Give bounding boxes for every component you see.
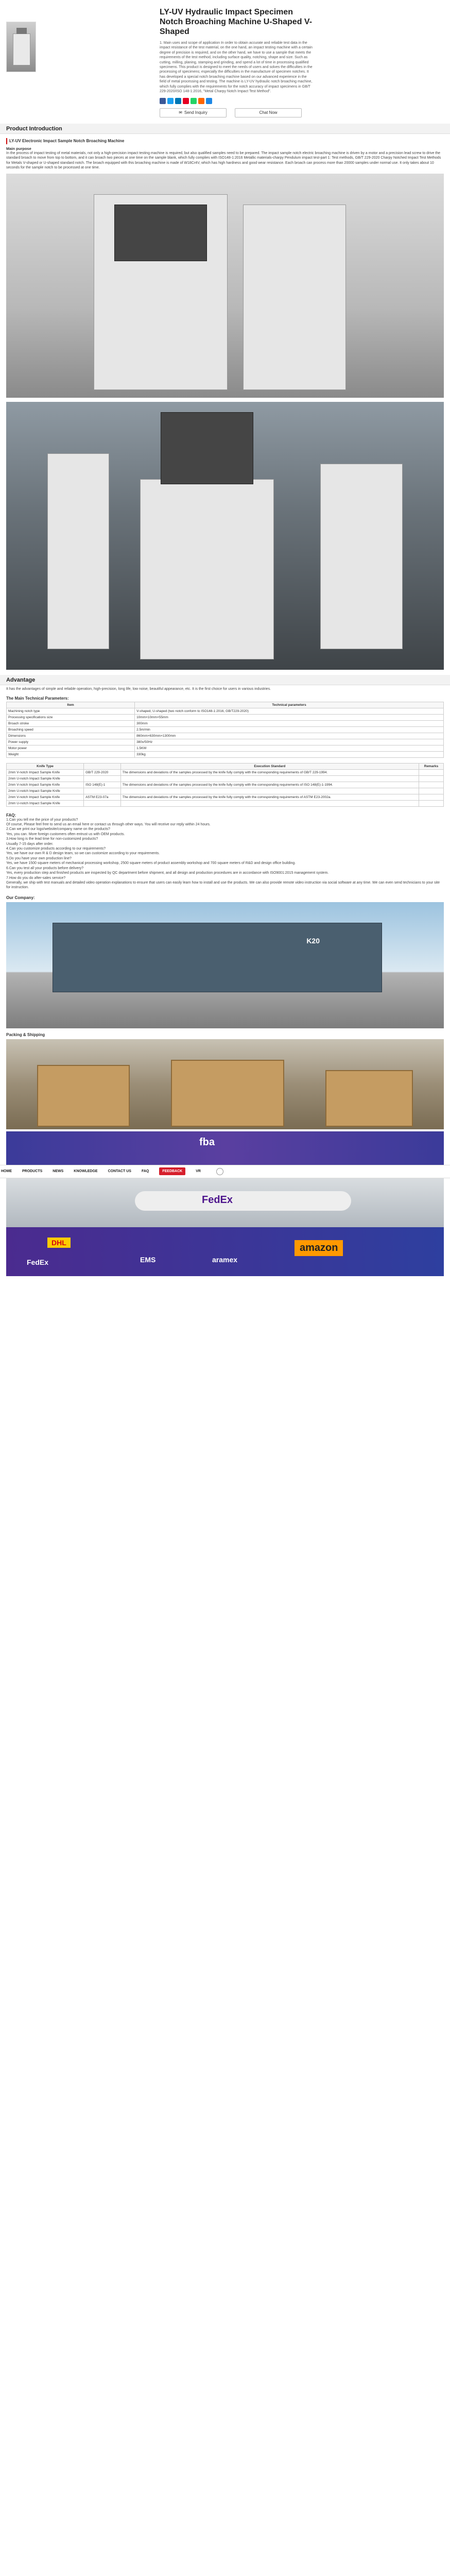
product-photo-1 <box>6 174 444 398</box>
fedex-small-logo: FedEx <box>27 1258 49 1266</box>
knife-cell <box>419 800 443 806</box>
tech-param-cell: 1.5KW <box>135 745 444 751</box>
twitter-icon[interactable] <box>167 98 174 104</box>
knife-cell: ASTM E23-07a <box>84 794 121 800</box>
tech-param-cell: 10mm×10mm×55mm <box>135 714 444 720</box>
tech-param-cell: 2.5m/min <box>135 726 444 733</box>
faq-item: Generally, we ship with test manuals and detailed video operation explanations to ensure that users can easily learn how to install and use the products. We can also provide remote video instruction via social software at any time. We can even send technicians to your site for instruction. <box>6 880 440 890</box>
table-row <box>7 745 444 751</box>
knife-cell <box>419 788 443 794</box>
faq-item: 1.Can you tell me the price of your products? <box>6 818 78 822</box>
tech-item-cell: Processing specifications size <box>7 714 135 720</box>
knife-cell: GB/T 229-2020 <box>84 769 121 775</box>
knife-cell: 2mm V-notch Impact Sample Knife <box>7 782 84 788</box>
table-row <box>7 775 444 782</box>
faq-title: FAQ: <box>6 812 16 818</box>
tech-param-cell: 860mm×630mm×1300mm <box>135 733 444 739</box>
knife-cell: ISO 148(E)-1 <box>84 782 121 788</box>
knife-cell: 2mm U-notch Impact Sample Knife <box>7 788 84 794</box>
tech-item-cell: Broach stroke <box>7 720 135 726</box>
knife-cell: 2mm V-notch Impact Sample Knife <box>7 769 84 775</box>
knife-cell <box>120 788 419 794</box>
product-summary <box>0 0 450 118</box>
aramex-logo: aramex <box>212 1255 238 1264</box>
machine-body-3 <box>140 479 274 659</box>
product-title: LY-UV Hydraulic Impact Specimen Notch Broaching Machine U-Shaped V-Shaped <box>160 8 313 36</box>
crate <box>171 1060 284 1127</box>
crate <box>37 1065 130 1127</box>
knife-cell: The dimensions and deviations of the samples processed by the knife fully comply with the corresponding requirements of ISO 148(E)-1-1994. <box>120 782 419 788</box>
table-row <box>7 788 444 794</box>
machine-body-5 <box>320 464 403 649</box>
table-row <box>7 800 444 806</box>
nav-item-feedback[interactable]: FEEDBACK <box>159 1167 185 1175</box>
machine-head-1 <box>114 205 207 261</box>
knife-cell: 2mm U-notch Impact Sample Knife <box>7 775 84 782</box>
tech-item-cell: Motor power <box>7 745 135 751</box>
tech-item-cell: Machining notch type <box>7 708 135 714</box>
faq-item: 5.Do you have your own production line? <box>6 856 72 860</box>
knife-cell: 2mm U-notch Impact Sample Knife <box>7 800 84 806</box>
tech-table <box>6 702 444 758</box>
machine-image <box>13 33 30 65</box>
linkedin-icon[interactable] <box>175 98 181 104</box>
machine-body-4 <box>47 453 109 649</box>
fedex-logo: FedEx <box>202 1194 233 1206</box>
action-buttons <box>160 108 314 117</box>
building-sign: K20 <box>306 936 320 945</box>
fba-banner <box>6 1131 444 1165</box>
intro-section-title: Product Introduction <box>0 124 450 134</box>
chat-now-button[interactable] <box>235 108 302 117</box>
faq-item: 2.Can we print our logo/website/company name on the products? <box>6 827 110 832</box>
knife-cell <box>419 794 443 800</box>
ems-logo: EMS <box>140 1255 156 1264</box>
tech-header-item: Item <box>7 702 135 708</box>
product-description: 1. Main uses and scope of application In order to obtain accurate and reliable test data in the impact resistance of the test material, on the one hand, an impact testing machine with a certain degree of precision is required, and on the other hand, we have to use a sample that meets the requirements of the test method, including surface quality, notching, shape and size. Such as cutting, milling, planing, stamping and grinding, and spend a lot of time in processing qualified specimens. This product is designed to meet the needs of users and solves the difficulties in the processing of specimens; especially the difficulties in the manufacture of specimen notches. It has developed a special notch broaching machine based on our advanced experience in the field of metal processing and testing. The machine is LY-UV hydraulic notch broaching machine, which fully complies with the requirements for the notch accuracy of impact specimens in GB/T 229-2020/ISO 148-1:2016, "Metal Charpy Notch Impact Test Method". <box>160 41 313 94</box>
amazon-logo: amazon <box>295 1240 343 1256</box>
knife-cell <box>120 775 419 782</box>
company-photo <box>6 902 444 1028</box>
faq-item: 6.Can you test all your products before delivery? <box>6 866 84 870</box>
faq-item: Yes, we have our own R & D design team, so we can customize according to your requirements. <box>6 852 160 856</box>
chat-now-label: Chat Now <box>259 110 278 115</box>
tech-header-params: Technical parameters <box>135 702 444 708</box>
nav-item-contact-us[interactable]: CONTACT US <box>108 1170 131 1174</box>
tech-param-cell: V-shaped, U-shaped (two notch conform to ISO148-1:2016, GB/T229-2020) <box>135 708 444 714</box>
table-row <box>7 751 444 757</box>
nav-item-home[interactable]: HOME <box>1 1170 12 1174</box>
tech-item-cell: Broaching speed <box>7 726 135 733</box>
advantage-content <box>0 687 450 890</box>
faq-item: Yes, every production step and finished products are inspected by QC department before shipment, and all design and production procedures are in accordance with ISO9001:2015 management system. <box>6 871 329 875</box>
knife-cell <box>120 800 419 806</box>
knife-table <box>6 763 444 807</box>
fedex-banner <box>6 1178 444 1227</box>
whatsapp-icon[interactable] <box>191 98 197 104</box>
dhl-logo: DHL <box>47 1238 71 1248</box>
packing-title: Packing & Shipping <box>6 1032 45 1037</box>
table-row <box>7 794 444 800</box>
table-row <box>7 726 444 733</box>
tech-item-cell: Power supply <box>7 739 135 745</box>
send-inquiry-button[interactable] <box>160 108 227 117</box>
product-info <box>160 7 314 118</box>
nav-item-vr[interactable]: VR <box>196 1170 201 1174</box>
pinterest-icon[interactable] <box>183 98 189 104</box>
tech-param-cell: 330kg <box>135 751 444 757</box>
knife-cell <box>419 769 443 775</box>
table-row <box>7 714 444 720</box>
intro-content <box>0 138 450 171</box>
company-title: Our Company: <box>6 895 35 900</box>
nav-item-knowledge[interactable]: KNOWLEDGE <box>74 1170 98 1174</box>
faq-item: Usually 7-15 days after order. <box>6 842 54 846</box>
nav-item-faq[interactable]: FAQ <box>141 1170 149 1174</box>
main-purpose-label: Main purpose <box>6 146 31 151</box>
table-row <box>7 708 444 714</box>
faq-item: Yes, you can. More foreign customers often entrust us with OEM products. <box>6 832 125 836</box>
knife-cell <box>84 788 121 794</box>
knife-cell <box>84 775 121 782</box>
product-photo-2 <box>6 402 444 670</box>
knife-header-type: Knife Type <box>7 763 84 769</box>
table-row <box>7 769 444 775</box>
send-inquiry-label: Send Inquiry <box>184 110 207 115</box>
knife-cell: 2mm V-notch Impact Sample Knife <box>7 794 84 800</box>
tech-param-cell: 300mm <box>135 720 444 726</box>
tech-item-cell: Weight <box>7 751 135 757</box>
tech-param-cell: 380v/50Hz <box>135 739 444 745</box>
machine-body-2 <box>243 205 346 390</box>
knife-cell: The dimensions and deviations of the samples processed by the knife fully comply with the corresponding requirements of ASTM E23-2002a. <box>120 794 419 800</box>
email-icon[interactable] <box>206 98 212 104</box>
product-page <box>0 0 450 1276</box>
knife-cell <box>84 800 121 806</box>
faq-item: Yes, we have 1500 square meters of mechanical processing workshop, 2500 square meters of product assembly workshop and 700 square meters of R&D and design office building. <box>6 861 296 866</box>
knife-header-std-code <box>84 763 121 769</box>
tech-item-cell: Dimensions <box>7 733 135 739</box>
advantage-text: It has the advantages of simple and reliable operation, high-precision, long life, low noise, beautiful appearance, etc. It is the first choice for users in various industries. <box>6 687 271 691</box>
knife-cell: The dimensions and deviations of the samples processed by the knife fully comply with the corresponding requirements of GB/T 229-1994. <box>120 769 419 775</box>
search-icon[interactable] <box>216 1168 223 1175</box>
faq-list <box>6 818 444 890</box>
table-row <box>7 782 444 788</box>
faq-item: 3.How long is the lead time for non-customized products? <box>6 837 98 841</box>
fba-logo: fba <box>199 1136 215 1148</box>
main-purpose-text: In the process of impact testing of metal materials, not only a high-precision impact testing machine is required, but also qualified samples need to be prepared. The impact sample notch electric broaching machine is driven by a motor and a precision lead screw to drive the standard broach to move from top to bottom, and it can broach two pieces at one time on the sample blank, which fully complies with ISO148-1:2016 Metallic materials-charpy Pendulum impact test-part 1: Test methods, GB/T 229-2020 Charpy Notched Impact Test Methods for Metals V-shaped or U-shaped standard notch. The broach equipped with this broaching machine is made of W18Cr4V, which has high hardness and good wear resistance. Each broach can process more than 20000 samples under normal use. It only takes about 10 seconds for the sample notch to be processed at one time. <box>6 151 441 170</box>
packing-photo-1 <box>6 1039 444 1129</box>
tech-title: The Main Technical Parameters: <box>6 696 69 701</box>
advantage-title: Advantage <box>0 675 450 685</box>
share-bar <box>160 98 314 104</box>
faq-item: 4.Can you customize products according to our requirements? <box>6 847 106 851</box>
knife-header-remarks: Remarks <box>419 763 443 769</box>
intro-subhead: LY-UV Electronic Impact Sample Notch Broaching Machine <box>6 138 444 144</box>
knife-header-execution: Execution Standard <box>120 763 419 769</box>
nav-item-products[interactable]: PRODUCTS <box>22 1170 43 1174</box>
facebook-icon[interactable] <box>160 98 166 104</box>
table-row <box>7 733 444 739</box>
knife-cell <box>419 775 443 782</box>
fedex-plane <box>135 1191 351 1211</box>
faq-item: 7.How do you do after-sales service? <box>6 876 66 880</box>
mail-icon: ✉ <box>179 110 182 115</box>
product-thumbnail[interactable] <box>6 22 36 72</box>
main-nav <box>0 1165 450 1178</box>
nav-item-news[interactable]: NEWS <box>53 1170 64 1174</box>
machine-head-2 <box>161 412 253 484</box>
crate <box>325 1070 413 1127</box>
shipping-logos-banner <box>6 1227 444 1276</box>
company-building <box>53 923 382 992</box>
table-row <box>7 739 444 745</box>
share-icon[interactable] <box>198 98 204 104</box>
knife-cell <box>419 782 443 788</box>
table-row <box>7 720 444 726</box>
faq-item: Of course, Please feel free to send us an email here or contact us through other ways. You will receive our reply within 24 hours. <box>6 823 211 827</box>
